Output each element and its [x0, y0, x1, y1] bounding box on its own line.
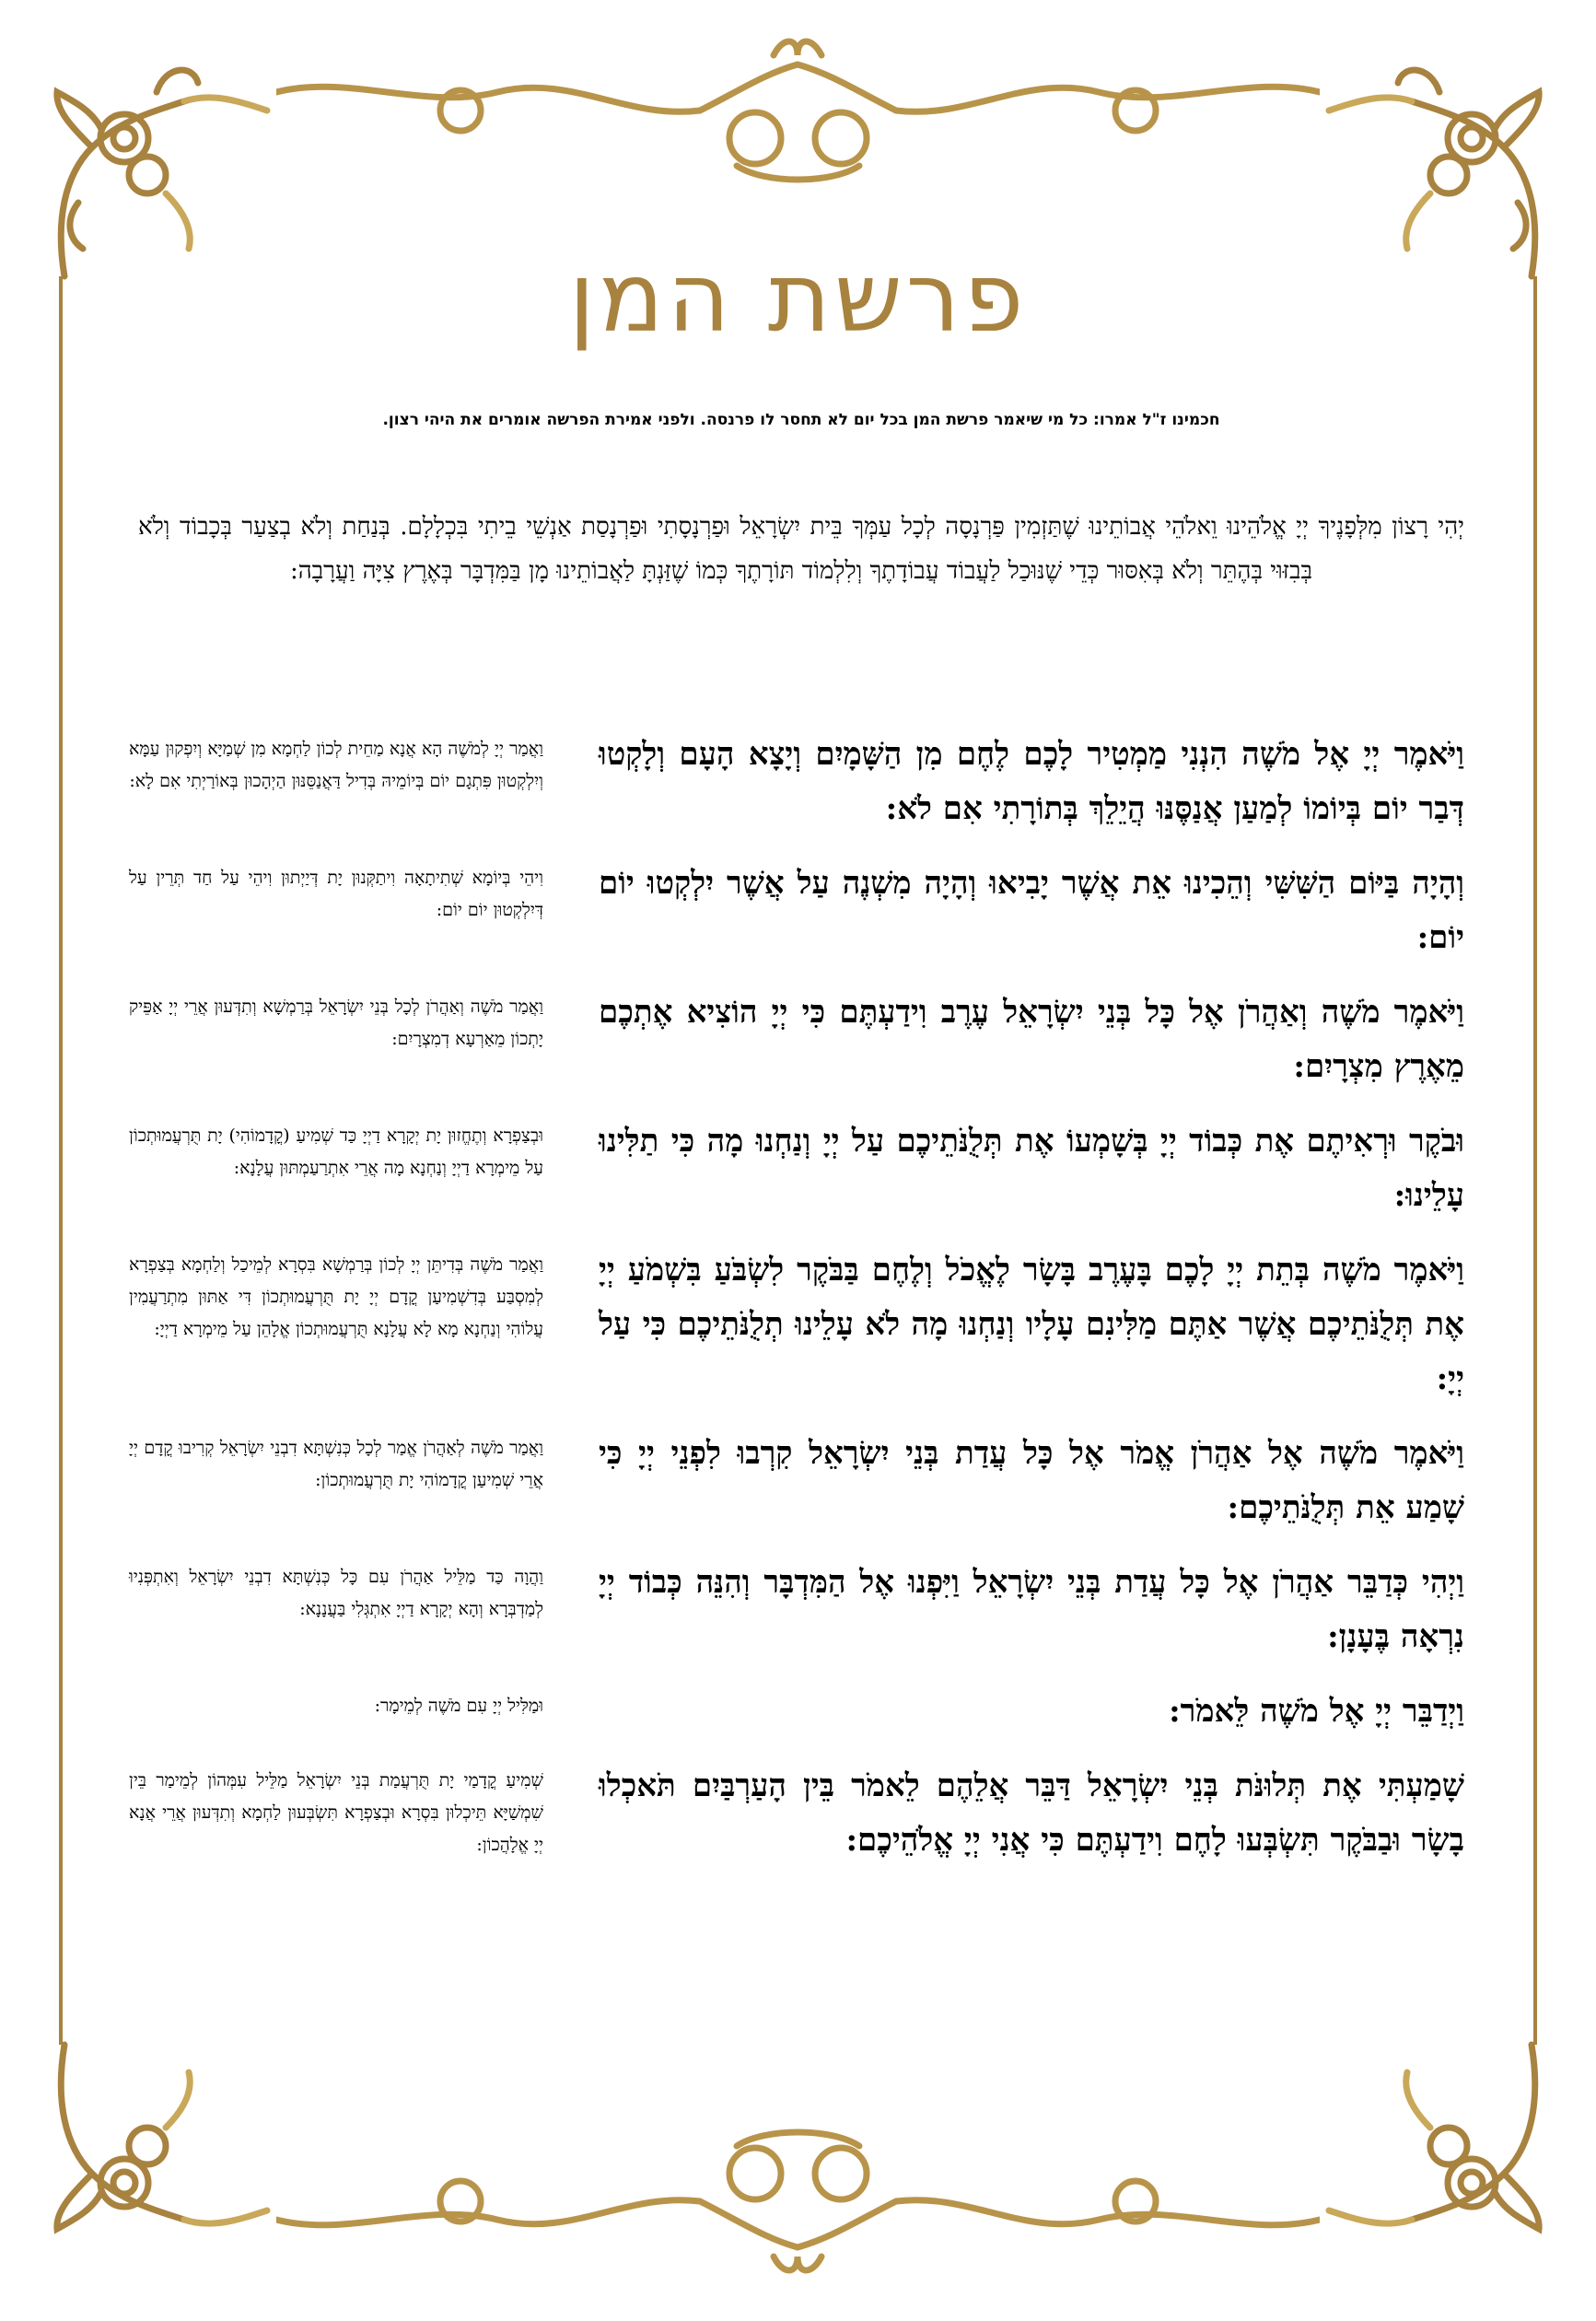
verse-row: [129, 986, 1464, 1094]
bottom-center-ornament-icon: [276, 2118, 1320, 2275]
verse-hebrew: וַיֹּאמֶר מֹשֶׁה בְּתֵת יְיָ לָכֶם בָּעֶרֶב בָּשָׂר לֶאֱכֹל וְלֶחֶם בַּבֹּקֶר לִשְׂבֹּעַ בִּשְׁמֹעַ יְיָ אֶת תְּלֻנֹּתֵיכֶם אֲשֶׁר אַתֶּם מַלִּינִם עָלָיו וְנַחְנוּ מָה לֹא עָלֵינוּ תְלֻנֹּתֵיכֶם כִּי עַל יְיָ:: [599, 1252, 1464, 1397]
verse-row: [129, 1685, 1464, 1739]
top-center-ornament-icon: [276, 37, 1320, 193]
verse-targum: וּמַלִּיל יְיָ עִם מֹשֶׁה לְמֵימָר:: [374, 1696, 543, 1716]
verse-targum: וַהֲוָה כַּד מַלֵּיל אַהֲרֹן עִם כָּל כְּנִשְׁתָּא דִבְנֵי יִשְׂרָאֵל וְאִתְפְּנִיוּ לְמַדְבְּרָא וְהָא יְקָרָא דַיְיָ אִתְגְּלִי בַּעֲנָנָא:: [129, 1567, 543, 1619]
verse-targum: וַאֲמַר יְיָ לְמֹשֶׁה הָא אֲנָא מַחֵית לְכוֹן לַחְמָא מִן שְׁמַיָּא וְיִפְקוּן עַמָּא וְיִלְקְטוּן פִּתְגָם יוֹם בְּיוֹמֵיהּ בְּדִיל דַּאֲנַסֵּנּוּן הַיְהָכוּן בְּאוֹרַיְתִי אִם לָא:: [129, 739, 543, 791]
verse-hebrew: וַיֹּאמֶר יְיָ אֶל מֹשֶׁה הִנְנִי מַמְטִיר לָכֶם לֶחֶם מִן הַשָּׁמָיִם וְיָצָא הָעָם וְלָקְטוּ דְּבַר יוֹם בְּיוֹמוֹ לְמַעַן אֲנַסֶּנּוּ הֲיֵלֵךְ בְּתוֹרָתִי אִם לֹא:: [599, 736, 1464, 827]
verse-row: [129, 1114, 1464, 1223]
corner-ornament-bottom-right-icon: [1320, 2035, 1559, 2284]
verse-hebrew: וַיְהִי כְּדַבֵּר אַהֲרֹן אֶל כָּל עֲדַת בְּנֵי יִשְׂרָאֵל וַיִּפְנוּ אֶל הַמִּדְבָּר וְהִנֵּה כְּבוֹד יְיָ נִרְאָה בֶּעָנָן:: [599, 1564, 1464, 1655]
verse-targum: וַאֲמַר מֹשֶׁה וְאַהֲרֹן לְכָל בְּנֵי יִשְׂרָאֵל בְּרַמְשָׁא וְתִדְּעוּן אֲרֵי יְיָ אַפֵּיק יָתְכוֹן מֵאַרְעָא דְמִצְרָיִם:: [129, 997, 543, 1049]
frame-border-right: [1533, 276, 1537, 2045]
verses-list: [129, 728, 1464, 1888]
verse-hebrew: שָׁמַעְתִּי אֶת תְּלוּנֹּת בְּנֵי יִשְׂרָאֵל דַּבֵּר אֲלֵהֶם לֵאמֹר בֵּין הָעַרְבַּיִם תֹּאכְלוּ בָשָׂר וּבַבֹּקֶר תִּשְׂבְּעוּ לָחֶם וִידַעְתֶּם כִּי אֲנִי יְיָ אֱלֹהֵיכֶם:: [599, 1767, 1464, 1859]
verse-row: [129, 1759, 1464, 1868]
yehi-ratzon-prayer: יְהִי רָצוֹן מִלְּפָנֶיךָ יְיָ אֱלֹהֵינוּ וֵאלֹהֵי אֲבוֹתֵינוּ שֶׁתַּזְמִין פַּרְנָסָה לְכָל עַמְּךָ בֵּית יִשְׂרָאֵל וּפַרְנָסָתִי וּפַרְנָסַת אַנְשֵׁי בֵיתִי בִּכְלָלָם. בְּנַחַת וְלֹא בְצַעַר בְּכָבוֹד וְלֹא בְּבִזּוּי בְּהֶתֵּר וְלֹא בְּאִסּוּר כְּדֵי שֶׁנּוּכַל לַעֲבוֹד עֲבוֹדָתֶךָ וְלִלְמוֹד תּוֹרָתֶךָ כְּמוֹ שֶׁזַּנְתָּ לַאֲבוֹתֵינוּ מָן בַּמִּדְבָּר בְּאֶרֶץ צִיָּה וַעֲרָבָה:: [138, 513, 1464, 585]
verse-row: [129, 857, 1464, 965]
page-title: פרשת המן: [568, 241, 1028, 354]
verse-targum: שְׁמִיעַ קֳדָמַי יָת תֻּרְעֲמַת בְּנֵי יִשְׂרָאֵל מַלֵּיל עִמְּהוֹן לְמֵימַר בֵּין שִׁמְשַׁיָּא תֵּיכְלוּן בִּסְרָא וּבְצַפְרָא תִּשְׂבְּעוּן לַחְמָא וְתִדְּעוּן אֲרֵי אֲנָא יְיָ אֱלָהֲכוֹן:: [129, 1770, 543, 1855]
intro-note: חכמינו ז"ל אמרו: כל מי שיאמר פרשת המן בכל יום לא תחסר לו פרנסה. ולפני אמירת הפרשה אומרים את היהי רצון.: [382, 411, 1220, 429]
verse-targum: וַאֲמַר מֹשֶׁה לְאַהֲרֹן אֱמַר לְכָל כְּנִשְׁתָּא דִבְנֵי יִשְׂרָאֵל קְרִיבוּ קֳדָם יְיָ אֲרֵי שְׁמִיעַן קֳדָמוֹהִי יָת תֻּרְעֲמוּתְכוֹן:: [129, 1438, 543, 1490]
verse-row: [129, 1243, 1464, 1406]
frame-border-left: [59, 276, 63, 2045]
verse-row: [129, 728, 1464, 836]
verse-targum: וַאֲמַר מֹשֶׁה בְּדִיתֵּן יְיָ לְכוֹן בְּרַמְשָׁא בִּסְרָא לְמֵיכַל וְלַחְמָא בְּצַפְרָא לְמִסְבַּע בְּדִשְׁמִיעַן קֳדָם יְיָ יָת תֻּרְעֲמוּתְכוֹן דִּי אַתּוּן מִתְרַעֲמִין עֲלוֹהִי וְנַחְנָא מָא לָא עֲלָנָא תֻּרְעֲמוּתְכוֹן אֱלָהֵן עַל מֵימְרָא דַיְיָ:: [129, 1254, 543, 1339]
verse-row: [129, 1556, 1464, 1664]
verse-row: [129, 1427, 1464, 1535]
verse-targum: וִיהֵי בְּיוֹמָא שְׁתִיתָאָה וִיתַקְּנוּן יָת דְּיַיְתוּן וִיהֵי עַל חַד תְּרֵין עַל דְּיִלְקְטוּן יוֹם יוֹם:: [129, 868, 543, 920]
verse-hebrew: וּבֹקֶר וּרְאִיתֶם אֶת כְּבוֹד יְיָ בְּשָׁמְעוֹ אֶת תְּלֻנֹּתֵיכֶם עַל יְיָ וְנַחְנוּ מָה כִּי תַלִּינוּ עָלֵינוּ:: [599, 1123, 1464, 1214]
verse-hebrew: וְהָיָה בַּיּוֹם הַשִּׁשִּׁי וְהֵכִינוּ אֵת אֲשֶׁר יָבִיאוּ וְהָיָה מִשְׁנֶה עַל אֲשֶׁר יִלְקְטוּ יוֹם יוֹם:: [599, 865, 1464, 956]
verse-hebrew: וַיְדַבֵּר יְיָ אֶל מֹשֶׁה לֵּאמֹר:: [1169, 1693, 1464, 1730]
verse-hebrew: וַיֹּאמֶר מֹשֶׁה אֶל אַהֲרֹן אֱמֹר אֶל כָּל עֲדַת בְּנֵי יִשְׂרָאֵל קִרְבוּ לִפְנֵי יְיָ כִּי שָׁמַע אֵת תְּלֻנֹּתֵיכֶם:: [599, 1435, 1464, 1526]
verse-hebrew: וַיֹּאמֶר מֹשֶׁה וְאַהֲרֹן אֶל כָּל בְּנֵי יִשְׂרָאֵל עֶרֶב וִידַעְתֶּם כִּי יְיָ הוֹצִיא אֶתְכֶם מֵאֶרֶץ מִצְרָיִם:: [599, 994, 1464, 1085]
verse-targum: וּבְצַפְרָא וְתֶחֱזוּן יָת יְקָרָא דַיְיָ כַּד שְׁמִיעַ (קֳדָמוֹהִי) יָת תֻּרְעֲמוּתְכוֹן עַל מֵימְרָא דַיְיָ וְנַחְנָא מָה אֲרֵי אִתְרַעַמְתּוּן עֲלָנָא:: [129, 1126, 543, 1178]
corner-ornament-bottom-left-icon: [37, 2035, 276, 2284]
